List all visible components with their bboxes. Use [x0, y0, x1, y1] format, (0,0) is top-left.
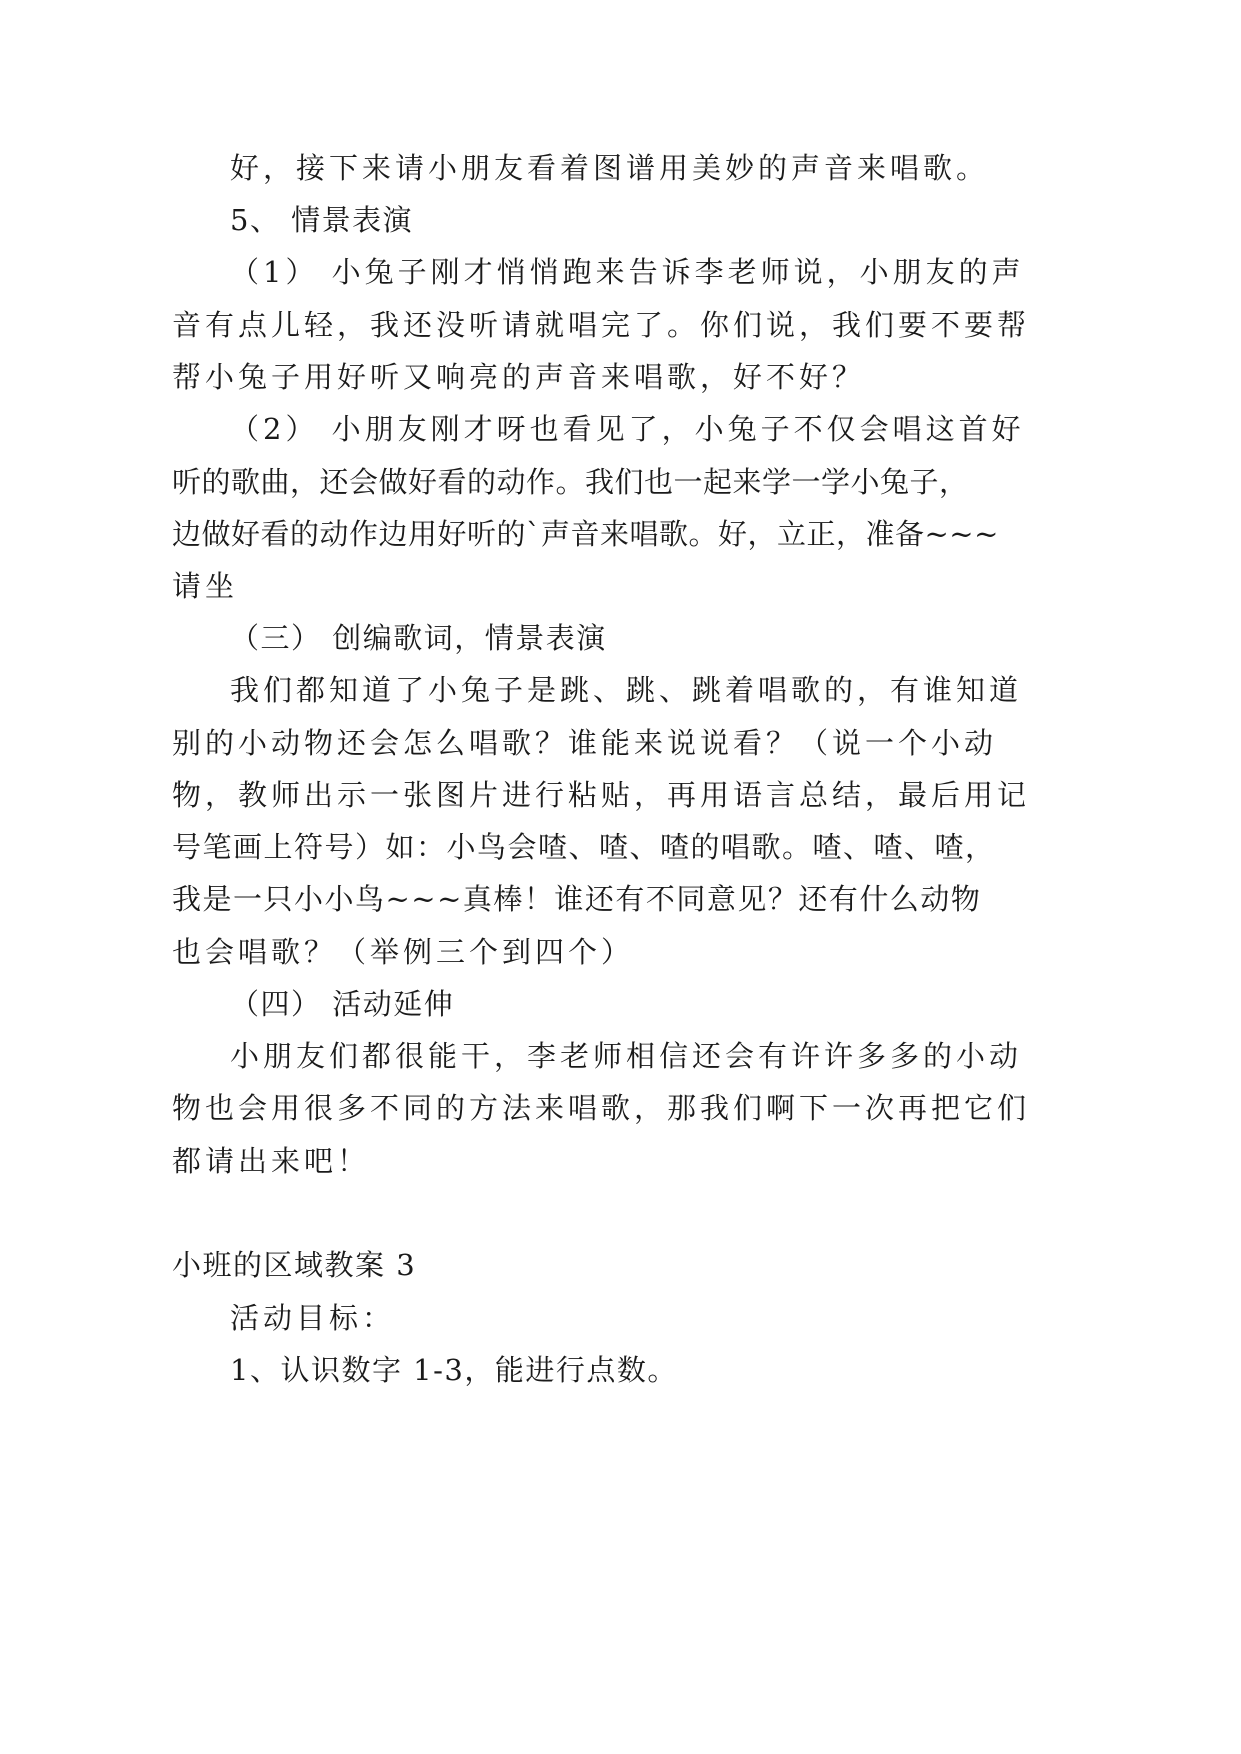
paragraph-line: 请坐 [172, 569, 239, 603]
paragraph-line: 小朋友们都很能干，李老师相信还会有许许多多的小动 [230, 1039, 1023, 1073]
paragraph-line: 号笔画上符号）如：小鸟会喳、喳、喳的唱歌。喳、喳、喳， [172, 830, 996, 864]
paragraph-line: 边做好看的动作边用好听的`声音来唱歌。好，立正，准备~~~ [172, 517, 999, 551]
paragraph-line: 也会唱歌？（举例三个到四个） [172, 935, 635, 969]
paragraph-line: 别的小动物还会怎么唱歌？谁能来说说看？（说一个小动 [172, 726, 998, 760]
paragraph-line: 听的歌曲，还会做好看的动作。我们也一起来学一学小兔子， [172, 465, 969, 499]
paragraph-line: 物，教师出示一张图片进行粘贴，再用语言总结，最后用记 [172, 778, 1031, 812]
paragraph-line: 我是一只小小鸟~~~真棒！谁还有不同意见？还有什么动物 [172, 882, 982, 916]
section-heading: （三） 创编歌词，情景表演 [230, 621, 607, 655]
section-heading: 5、 情景表演 [230, 203, 414, 237]
section-heading: 活动目标： [230, 1301, 396, 1335]
paragraph-line: 帮小兔子用好听又响亮的声音来唱歌，好不好？ [172, 360, 866, 394]
paragraph-line: 都请出来吧！ [172, 1144, 371, 1178]
paragraph-line: 物也会用很多不同的方法来唱歌，那我们啊下一次再把它们 [172, 1091, 1031, 1125]
paragraph-line: 我们都知道了小兔子是跳、跳、跳着唱歌的，有谁知道 [230, 673, 1023, 707]
paragraph-line: 音有点儿轻，我还没听请就唱完了。你们说，我们要不要帮 [172, 308, 1031, 342]
paragraph-line: 好，接下来请小朋友看着图谱用美妙的声音来唱歌。 [230, 151, 990, 185]
section-heading: （四） 活动延伸 [230, 987, 455, 1021]
paragraph-line: （1） 小兔子刚才悄悄跑来告诉李老师说，小朋友的声 [230, 255, 1025, 289]
paragraph-line: （2） 小朋友刚才呀也看见了，小兔子不仅会唱这首好 [230, 412, 1025, 446]
document-title: 小班的区域教案 3 [172, 1248, 417, 1282]
list-item: 1、认识数字 1-3，能进行点数。 [230, 1353, 678, 1387]
